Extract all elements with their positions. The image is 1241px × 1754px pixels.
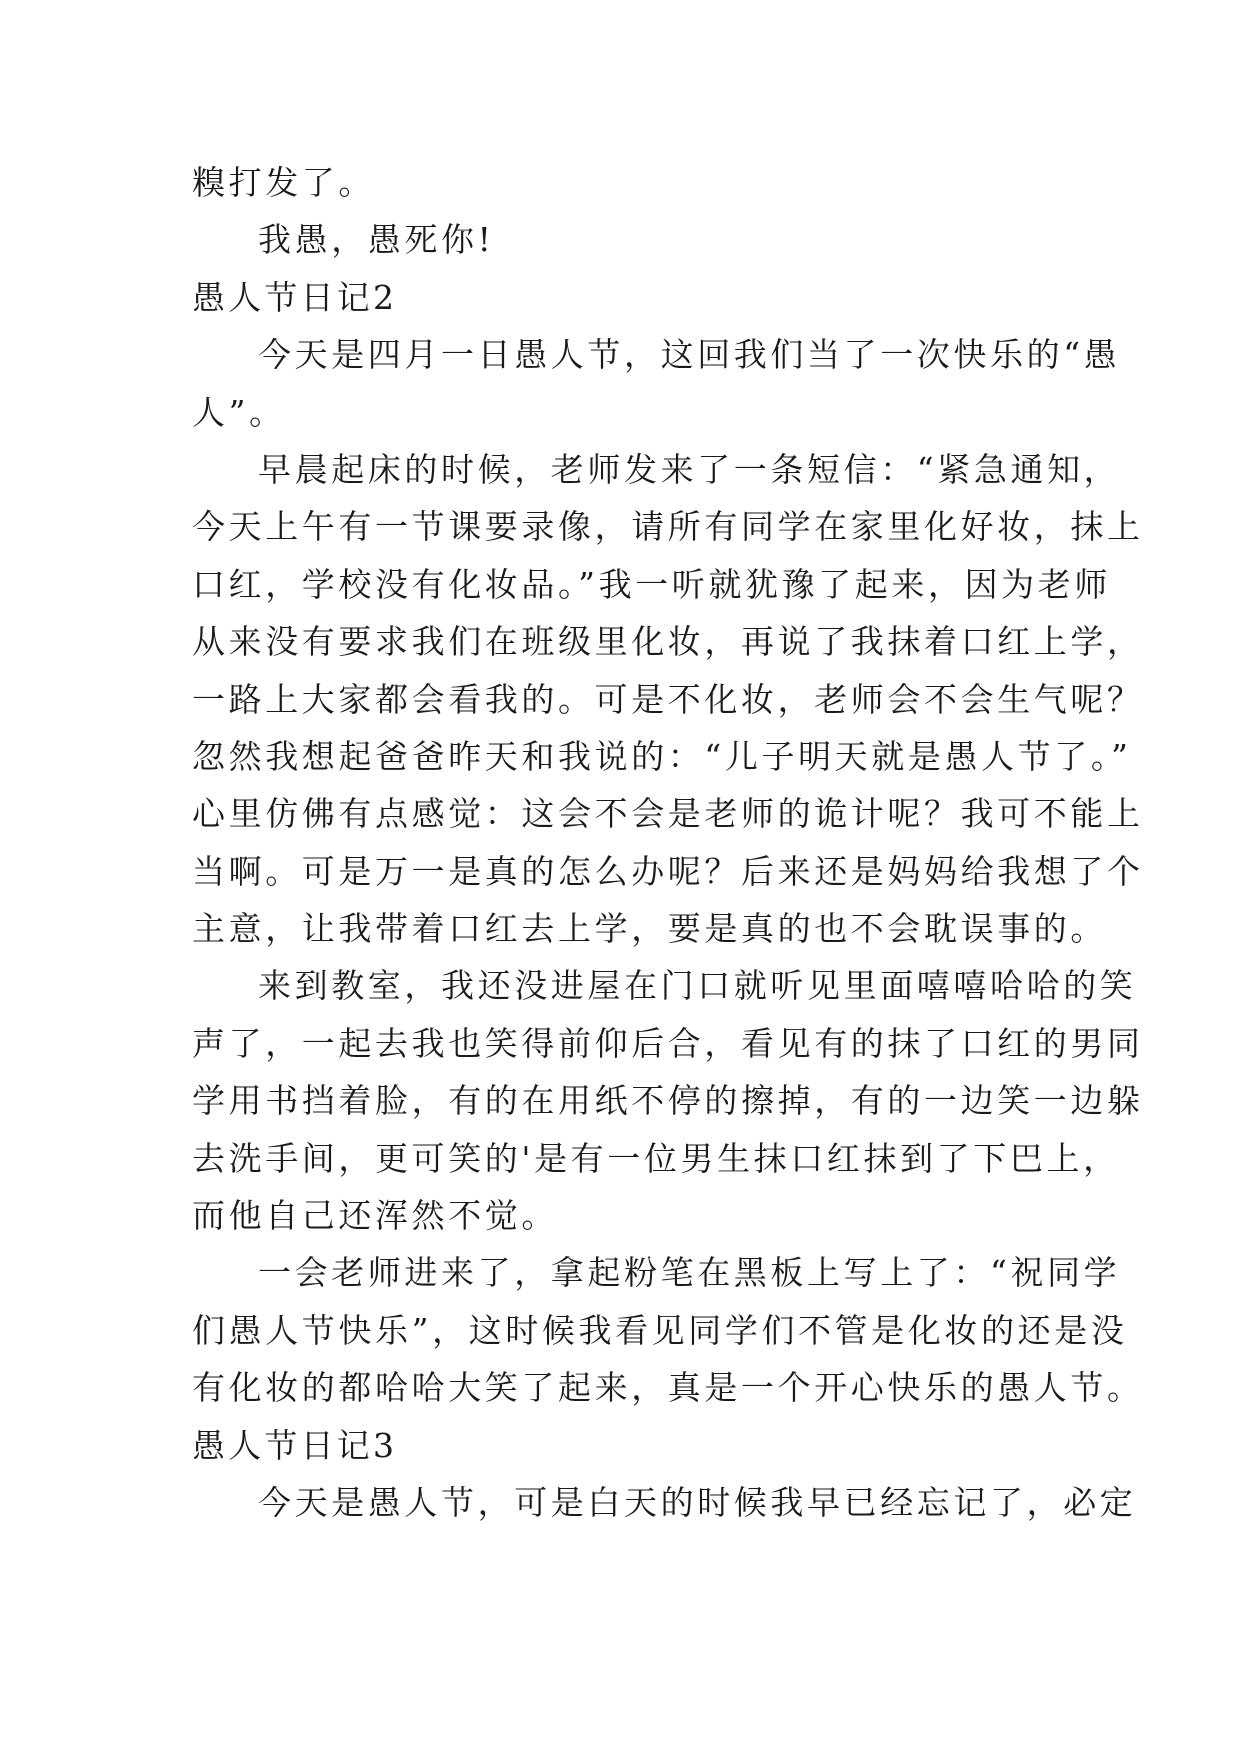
paragraph-line: 去洗手间，更可笑的'是有一位男生抹口红抹到了下巴上， (192, 1138, 1120, 1178)
paragraph-line: 今天上午有一节课要录像，请所有同学在家里化好妆，抹上 (192, 507, 1144, 547)
paragraph-line: 当啊。可是万一是真的怎么办呢？后来还是妈妈给我想了个 (192, 851, 1144, 891)
paragraph-line: 糗打发了。 (192, 163, 375, 202)
paragraph-line: 从来没有要求我们在班级里化妆，再说了我抹着口红上学， (192, 622, 1144, 662)
paragraph-line: 声了，一起去我也笑得前仰后合，看见有的抹了口红的男同 (192, 1023, 1144, 1063)
paragraph-line: 今天是四月一日愚人节，这回我们当了一次快乐的“愚 (258, 335, 1121, 375)
paragraph-line: 忽然我想起爸爸昨天和我说的：“儿子明天就是愚人节了。” (192, 736, 1132, 776)
paragraph-line: 人”。 (192, 392, 286, 432)
paragraph-line: 学用书挡着脸，有的在用纸不停的擦掉，有的一边笑一边躲 (192, 1081, 1144, 1121)
paragraph-line: 心里仿佛有点感觉：这会不会是老师的诡计呢？我可不能上 (192, 794, 1144, 834)
paragraph-line: 早晨起床的时候，老师发来了一条短信：“紧急通知， (258, 449, 1121, 489)
section-heading: 愚人节日记2 (192, 277, 398, 317)
paragraph-line: 来到教室，我还没进屋在门口就听见里面嘻嘻哈哈的笑 (258, 966, 1137, 1006)
paragraph-line: 主意，让我带着口红去上学，要是真的也不会耽误事的。 (192, 909, 1107, 949)
paragraph-line: 一路上大家都会看我的。可是不化妆，老师会不会生气呢？ (192, 679, 1144, 719)
text-column (192, 154, 1144, 1531)
paragraph-line: 一会老师进来了，拿起粉笔在黑板上写上了：“祝同学 (258, 1253, 1121, 1293)
section-heading: 愚人节日记3 (192, 1425, 398, 1465)
paragraph-line: 有化妆的都哈哈大笑了起来，真是一个开心快乐的愚人节。 (192, 1368, 1144, 1408)
paragraph-line: 口红，学校没有化妆品。”我一听就犹豫了起来，因为老师 (192, 564, 1111, 604)
paragraph-line: 而他自己还浑然不觉。 (192, 1196, 558, 1236)
paragraph-line: 我愚，愚死你! (258, 220, 495, 260)
paragraph-line: 们愚人节快乐”，这时候我看见同学们不管是化妆的还是没 (192, 1310, 1128, 1350)
paragraph-line: 今天是愚人节，可是白天的时候我早已经忘记了，必定 (258, 1482, 1137, 1522)
